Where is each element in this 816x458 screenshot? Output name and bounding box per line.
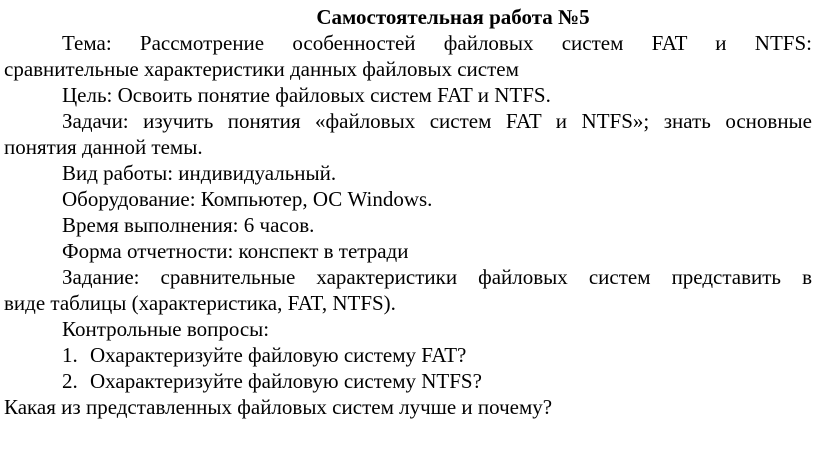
assignment-line-1: Задание: сравнительные характеристики файловых систем представить в <box>62 265 812 289</box>
duration-line: Время выполнения: 6 часов. <box>62 213 315 237</box>
report-form-line: Форма отчетности: конспект в тетради <box>62 239 409 263</box>
final-question: Какая из представленных файловых систем лучше и почему? <box>4 395 553 419</box>
equipment-line: Оборудование: Компьютер, ОС Windows. <box>62 187 433 211</box>
question-text: Охарактеризуйте файловую систему FAT? <box>90 343 467 367</box>
document <box>4 4 812 420</box>
questions-header: Контрольные вопросы: <box>62 317 270 341</box>
assignment-line-2: виде таблицы (характеристика, FAT, NTFS). <box>4 291 396 315</box>
work-type-line: Вид работы: индивидуальный. <box>62 161 337 185</box>
tasks-line-1: Задачи: изучить понятия «файловых систем FAT и NTFS»; знать основные <box>62 109 812 133</box>
question-item-1 <box>4 342 812 368</box>
goal-line: Цель: Освоить понятие файловых систем FAT и NTFS. <box>62 83 551 107</box>
tasks-line-2: понятия данной темы. <box>4 135 203 159</box>
question-text: Охарактеризуйте файловую систему NTFS? <box>90 369 482 393</box>
document-title: Самостоятельная работа №5 <box>316 5 590 29</box>
question-number: 1. <box>62 343 78 367</box>
question-item-2 <box>4 368 812 394</box>
question-number: 2. <box>62 369 78 393</box>
topic-line-1: Тема: Рассмотрение особенностей файловых систем FAT и NTFS: <box>62 31 812 55</box>
topic-line-2: сравнительные характеристики данных файловых систем <box>4 57 519 81</box>
